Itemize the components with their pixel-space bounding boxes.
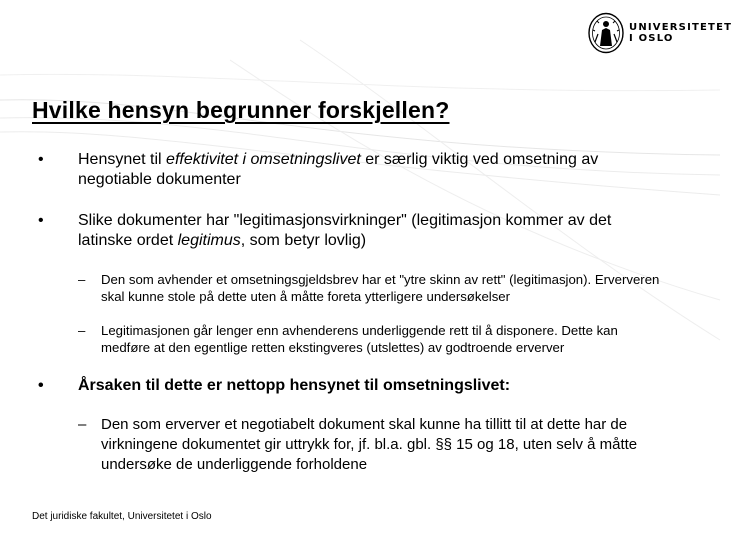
slide-title: Hvilke hensyn begrunner forskjellen? — [32, 97, 450, 123]
sub-bullet-text: Den som erverver et negotiabelt dokument skal kunne ha tillitt til at dette har de virkningene dokumentet gir uttrykk for, jf. bl.a. gbl. §§ 15 og 18, uten selv å måtte undersøke de underliggende forholdene — [101, 416, 638, 473]
sub-bullet-marker: – — [78, 416, 87, 433]
bullet-text-post: , som betyr lovlig) — [240, 232, 367, 249]
sub-bullet-text: Legitimasjonen går lenger enn avhenderens underliggende rett til å disponere. Dette kan medføre at den egentlige retten ekstingveres (utslettes) av godtroende erverver — [101, 323, 618, 355]
university-name — [629, 22, 732, 44]
university-seal-icon — [587, 12, 625, 54]
university-name-line1: UNIVERSITETET — [629, 22, 732, 33]
bullet-marker: • — [38, 151, 44, 168]
footer-text: Det juridiske fakultet, Universitetet i Oslo — [32, 511, 212, 522]
bullet-text — [78, 150, 668, 190]
university-logo — [587, 12, 732, 54]
bullet-text-emphasis: legitimus — [177, 232, 241, 249]
sub-bullet-marker: – — [78, 272, 86, 287]
bullet-text — [78, 211, 668, 251]
sub-bullet-text: Den som avhender et omsetningsgjeldsbrev har et "ytre skinn av rett" (legitimasjon). Erververen skal kunne stole på dette uten å måtte foreta ytterligere undersøkelser — [101, 272, 660, 304]
bullet-marker: • — [38, 377, 44, 394]
bullet-text: Årsaken til dette er nettopp hensynet til omsetningslivet: — [78, 377, 511, 394]
bullet-text-emphasis: effektivitet i omsetningslivet — [166, 151, 361, 168]
sub-bullet-marker: – — [78, 323, 86, 338]
bullet-text-pre: Hensynet til — [78, 151, 167, 168]
university-name-line2: I OSLO — [629, 33, 674, 44]
bullet-text-pre: Slike dokumenter har "legitimasjonsvirkninger" (legitimasjon kommer av det latinske ordet — [78, 212, 612, 249]
bullet-marker: • — [38, 212, 44, 229]
bullet-text-post: er særlig viktig ved omsetning av negotiable dokumenter — [78, 151, 599, 188]
